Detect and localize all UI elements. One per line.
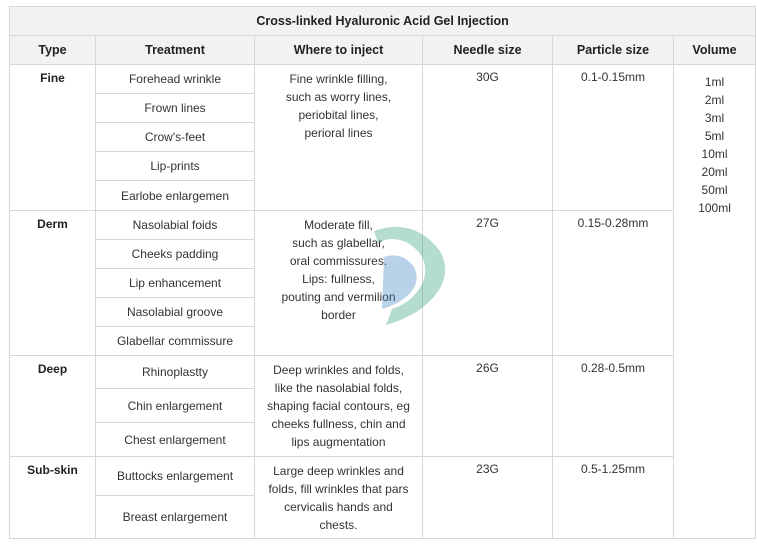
type-derm: Derm (10, 211, 96, 356)
header-treatment: Treatment (96, 36, 255, 65)
where-fine (255, 65, 423, 211)
treatment-cell: Frown lines (96, 94, 255, 123)
where-line: oral commissures. (289, 254, 388, 268)
particle-deep: 0.28-0.5mm (553, 356, 674, 457)
table-title: Cross-linked Hyaluronic Acid Gel Injection (10, 7, 756, 36)
header-volume: Volume (674, 36, 756, 65)
particle-fine: 0.1-0.15mm (553, 65, 674, 211)
where-line: lips augmentation (291, 435, 386, 449)
treatment-cell: Lip enhancement (96, 269, 255, 298)
product-table (9, 6, 756, 539)
type-fine: Fine (10, 65, 96, 211)
volume-item: 100ml (698, 201, 731, 215)
treatment-cell: Nasolabial groove (96, 298, 255, 327)
volume-item: 3ml (704, 111, 725, 125)
type-sub-skin: Sub-skin (10, 457, 96, 539)
volume-item: 50ml (701, 183, 728, 197)
where-line: such as glabellar, (292, 236, 385, 250)
header-type: Type (10, 36, 96, 65)
where-line: cheeks fullness, chin and (271, 417, 406, 431)
where-line: shaping facial contours, eg (267, 399, 410, 413)
treatment-cell: Nasolabial foids (96, 211, 255, 240)
header-where: Where to inject (255, 36, 423, 65)
particle-sub-skin: 0.5-1.25mm (553, 457, 674, 539)
where-line: chests. (319, 518, 358, 532)
treatment-cell: Lip-prints (96, 152, 255, 181)
needle-deep: 26G (423, 356, 553, 457)
treatment-cell: Rhinoplastty (96, 356, 255, 389)
where-line: folds, fill wrinkles that pars (268, 482, 409, 496)
where-line: periobital lines, (298, 108, 379, 122)
particle-derm: 0.15-0.28mm (553, 211, 674, 356)
treatment-cell: Earlobe enlargemen (96, 181, 255, 211)
where-deep (255, 356, 423, 457)
treatment-cell: Forehead wrinkle (96, 65, 255, 94)
treatment-cell: Glabellar commissure (96, 327, 255, 356)
volume-item: 5ml (704, 129, 725, 143)
needle-sub-skin: 23G (423, 457, 553, 539)
needle-derm: 27G (423, 211, 553, 356)
where-line: Large deep wrinkles and (273, 464, 404, 478)
where-line: such as worry lines, (285, 90, 392, 104)
treatment-cell: Buttocks enlargement (96, 457, 255, 496)
where-derm (255, 211, 423, 356)
where-line: Deep wrinkles and folds, (273, 363, 404, 377)
header-particle: Particle size (553, 36, 674, 65)
volume-item: 2ml (704, 93, 725, 107)
volume-list (674, 65, 756, 539)
volume-item: 1ml (704, 75, 725, 89)
treatment-cell: Crow's-feet (96, 123, 255, 152)
where-line: perioral lines (304, 126, 373, 140)
where-line: cervicalis hands and (284, 500, 393, 514)
volume-item: 20ml (701, 165, 728, 179)
header-needle: Needle size (423, 36, 553, 65)
where-line: Fine wrinkle filling, (289, 72, 388, 86)
treatment-cell: Chin enlargement (96, 389, 255, 423)
where-line: border (321, 308, 356, 322)
needle-fine: 30G (423, 65, 553, 211)
treatment-cell: Chest enlargement (96, 423, 255, 457)
treatment-cell: Breast enlargement (96, 496, 255, 539)
volume-item: 10ml (701, 147, 728, 161)
type-deep: Deep (10, 356, 96, 457)
where-line: pouting and vermilion (281, 290, 396, 304)
treatment-cell: Cheeks padding (96, 240, 255, 269)
where-line: Lips: fullness, (302, 272, 375, 286)
table-container (9, 6, 755, 539)
where-line: Moderate fill, (304, 218, 373, 232)
where-line: like the nasolabial folds, (274, 381, 403, 395)
where-sub-skin (255, 457, 423, 539)
